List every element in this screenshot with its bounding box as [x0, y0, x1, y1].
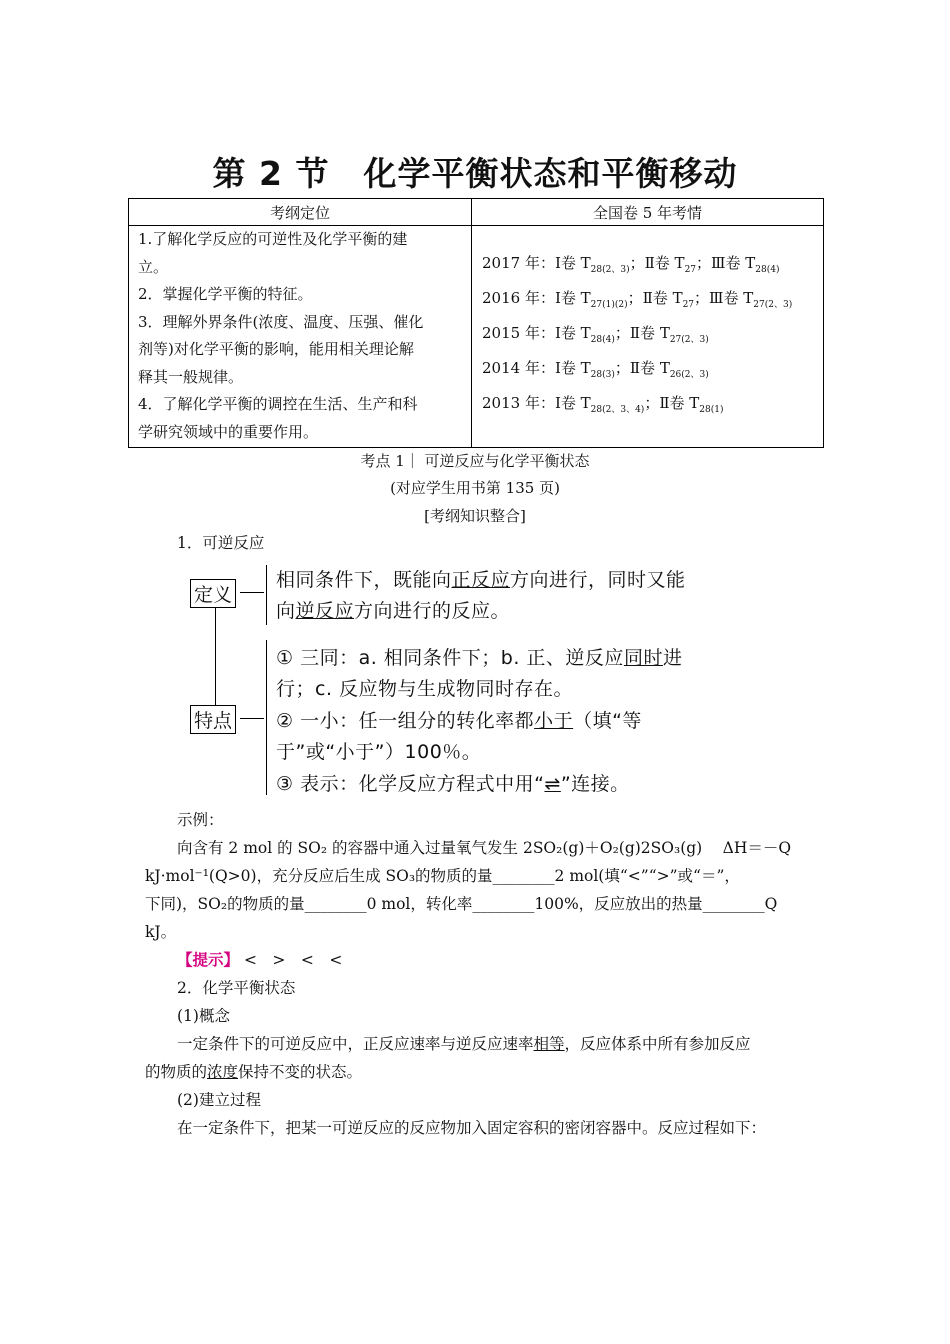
- requirements-cell: [129, 226, 472, 448]
- feature-line: 行；c. 反应物与生成物同时存在。: [276, 678, 574, 700]
- header-left: 考纲定位: [129, 199, 472, 226]
- concept-line: 的物质的浓度保持不变的状态。: [145, 1063, 363, 1081]
- process-line: 在一定条件下，把某一可逆反应的反应物加入固定容积的密闭容器中。反应过程如下：: [177, 1119, 767, 1137]
- feature-line: 于”或“小于”）100％。: [276, 741, 482, 763]
- definition-line: 相同条件下，既能向正反应方向进行，同时又能: [276, 569, 686, 591]
- req-line: 3．理解外界条件(浓度、温度、压强、催化: [138, 312, 424, 331]
- definition-label: 定义: [190, 579, 236, 608]
- example-line: kJ·mol⁻¹(Q>0)，充分反应后生成 SO₃的物质的量________2 mol(填“<”“>”或“＝”，: [145, 867, 740, 885]
- req-line: 立。: [138, 257, 169, 276]
- req-line: 4．了解化学平衡的调控在生活、生产和科: [138, 395, 418, 413]
- exam-line: 2017 年：Ⅰ卷 $T_{28(2、3)}$；Ⅱ卷 $T_{27}$；Ⅲ卷 $T_{28(4)}$: [482, 254, 780, 275]
- req-line: 学研究领域中的重要作用。: [138, 422, 319, 441]
- feature-line: ② 一小：任一组分的转化率都小于（填“等: [276, 710, 642, 732]
- kaodian-heading: 考点 1｜ 可逆反应与化学平衡状态: [360, 452, 590, 470]
- concept-line: 一定条件下的可逆反应中，正反应速率与逆反应速率相等，反应体系中所有参加反应: [177, 1035, 751, 1053]
- exam-line: 2013 年：Ⅰ卷 $T_{28(2、3、4)}$；Ⅱ卷 $T_{28(1)}$: [482, 394, 724, 415]
- definition-line: 向逆反应方向进行的反应。: [276, 600, 511, 622]
- header-right: 全国卷 5 年考情: [472, 199, 824, 226]
- connector-vertical: [215, 605, 216, 705]
- definition-bracket: [266, 565, 267, 625]
- subheading-process: (2)建立过程: [177, 1091, 261, 1109]
- page-reference: (对应学生用书第 135 页): [390, 479, 560, 497]
- example-line: 下同)，SO₂的物质的量________0 mol，转化率________100%，反应放出的热量________Q: [145, 895, 778, 913]
- heading-reversible: 1．可逆反应: [177, 534, 265, 552]
- req-line: 1.了解化学反应的可逆性及化学平衡的建: [138, 230, 408, 248]
- exam-line: 2015 年：Ⅰ卷 $T_{28(4)}$；Ⅱ卷 $T_{27(2、3)}$: [482, 324, 709, 345]
- feature-line: ③ 表示：化学反应方程式中用“⇌”连接。: [276, 773, 630, 795]
- exam-line: 2016 年：Ⅰ卷 $T_{27(1)(2)}$；Ⅱ卷 $T_{27}$；Ⅲ卷 $T_{27(2、3)}$: [482, 289, 793, 310]
- example-label: 示例：: [177, 811, 224, 829]
- heading-equilibrium: 2．化学平衡状态: [177, 979, 296, 997]
- exam-line: 2014 年：Ⅰ卷 $T_{28(3)}$；Ⅱ卷 $T_{26(2、3)}$: [482, 359, 709, 380]
- connector-def: [240, 592, 264, 593]
- example-line: 向含有 2 mol 的 SO₂ 的容器中通入过量氧气发生 2SO₂(g)＋O₂(g)2SO₃(g) ΔH＝－Q: [177, 839, 792, 857]
- subheading-concept: (1)概念: [177, 1007, 230, 1025]
- hint: [177, 946, 342, 974]
- req-line: 释其一般规律。: [138, 367, 244, 386]
- req-line: 剂等)对化学平衡的影响，能用相关理论解: [138, 340, 414, 358]
- exam-history-cell: [472, 226, 824, 448]
- example-line: kJ。: [145, 923, 177, 941]
- hint-answers: < > < <: [239, 951, 343, 969]
- outline-table: [128, 198, 824, 448]
- feature-bracket: [266, 640, 267, 795]
- feature-line: ① 三同：a. 相同条件下；b. 正、逆反应同时进: [276, 647, 683, 669]
- feature-label: 特点: [190, 705, 236, 734]
- hint-label: 【提示】: [177, 950, 240, 969]
- section-tag: [考纲知识整合]: [424, 507, 526, 525]
- req-line: 2．掌握化学平衡的特征。: [138, 285, 313, 303]
- connector-feature: [240, 718, 264, 719]
- page-title: 第 2 节 化学平衡状态和平衡移动: [212, 154, 738, 193]
